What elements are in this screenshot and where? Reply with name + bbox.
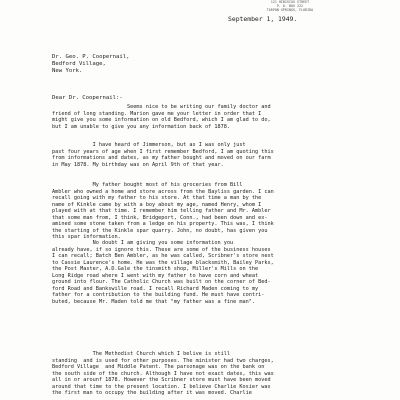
text-line: that some man from, I think, Bridgeport, Conn., had been down and ex- bbox=[52, 214, 268, 221]
letterhead bbox=[262, 0, 318, 12]
address-line: Dr. Geo. P. Coopernail, bbox=[52, 54, 130, 60]
text-line: name of Kinkle came by with a boy about my age, named Henry, whom I bbox=[52, 201, 262, 208]
text-line: from informations and dates, as my father bought and moved on our farm bbox=[52, 155, 271, 161]
paragraph-1 bbox=[52, 104, 384, 130]
text-line: Long Ridge road where I went with my father to have corn and wheat bbox=[52, 272, 259, 279]
text-line: amined some stone taken from a ledge on his property. This was, I think bbox=[52, 221, 274, 227]
address-line: Bedford Village, bbox=[52, 61, 106, 67]
text-line: I have heard of Jimmerson, but as I was only just bbox=[52, 142, 246, 148]
text-line: past four years of age when I first remember Bedford, I am quoting this bbox=[52, 148, 274, 155]
salutation: Dear Dr. Coopernail:- bbox=[52, 95, 123, 101]
address-line: New York. bbox=[52, 68, 83, 74]
text-line: friend of long standing. Marion gave me your letter in order that I bbox=[52, 110, 262, 117]
text-line: standing and is used for other purposes. The minister had two charges, bbox=[52, 357, 274, 364]
text-line: Bedford Village and Middle Patent. The parsonage was on the bank on bbox=[52, 364, 265, 370]
text-line: played with at that time. I remember him telling father and Mr. Ambler bbox=[52, 208, 271, 214]
text-line: to Cassie Laurence's home. He was the village blacksmith, Bailey Parks, bbox=[52, 259, 274, 266]
text-line: all in or arounf 1878. However the Scribner store must have been moved bbox=[52, 377, 271, 383]
text-line: No doubt I am giving you some information you bbox=[52, 240, 234, 246]
text-line: ground into flour. The Catholic Church was built on the corner of Bed- bbox=[52, 279, 271, 285]
text-line: buted, because Mr. Maden told me that "my father was a fine man". bbox=[52, 298, 256, 305]
text-line: I can recall; Batch Ben Ambler, as he was called, Scribner's store next bbox=[52, 253, 274, 259]
text-line: already have, if so ignore this. These are some of the business houses bbox=[52, 246, 271, 253]
letterhead-street: 121 HIBISCUS STREET bbox=[270, 0, 310, 4]
text-line: around that time to the present location. I believe Charlie Kosier was bbox=[52, 383, 271, 390]
letter-date: September 1, 1949. bbox=[228, 15, 298, 23]
letterhead-pobox: P. O. BOX 222 bbox=[276, 4, 304, 8]
text-line: ford Road and Bankswille road. I recall Richard Maden coming to my bbox=[52, 285, 259, 292]
text-line: Ambler who owned a home and store across from the Bayliss garden. I can bbox=[52, 188, 274, 195]
text-line: the south side of the church. Although I have not exact dates, this was bbox=[52, 370, 274, 377]
text-line: the starting of the Kinkle spar quarry. John, no doubt, has given you bbox=[52, 227, 268, 234]
text-line: the Post Master, A.D.Gale the tinsmith shop, Miller's Mills on the bbox=[52, 266, 259, 272]
text-line: this spar information. bbox=[52, 234, 121, 240]
recipient-address bbox=[52, 54, 129, 75]
paragraph-3 bbox=[52, 182, 384, 241]
letterhead-city: TARPON SPRINGS, FLORIDA bbox=[266, 8, 314, 12]
paragraph-4 bbox=[52, 240, 384, 305]
text-line: in May 1878. My birthday was on April 9th of that year. bbox=[52, 161, 224, 168]
paragraph-2 bbox=[52, 142, 384, 168]
text-line: might give you some information on old Bedford, which I am glad to do, bbox=[52, 117, 271, 123]
text-line: My father bought most of his groceries from Bill bbox=[52, 182, 243, 188]
paragraph-5 bbox=[52, 351, 384, 397]
text-line: Seems nice to be writing our family doctor and bbox=[52, 104, 271, 110]
text-line: but I am unable to give you any information back of 1878. bbox=[52, 123, 231, 130]
text-line: recall going with my father to his store. At that time a man by the bbox=[52, 195, 262, 201]
text-line: The Methodist Church which I belive is still bbox=[52, 351, 231, 357]
text-line: the first man to occupy the building after it was moved. Charlie bbox=[52, 390, 252, 396]
text-line: father for a contribution to the building fund. He must have contri- bbox=[52, 292, 265, 298]
